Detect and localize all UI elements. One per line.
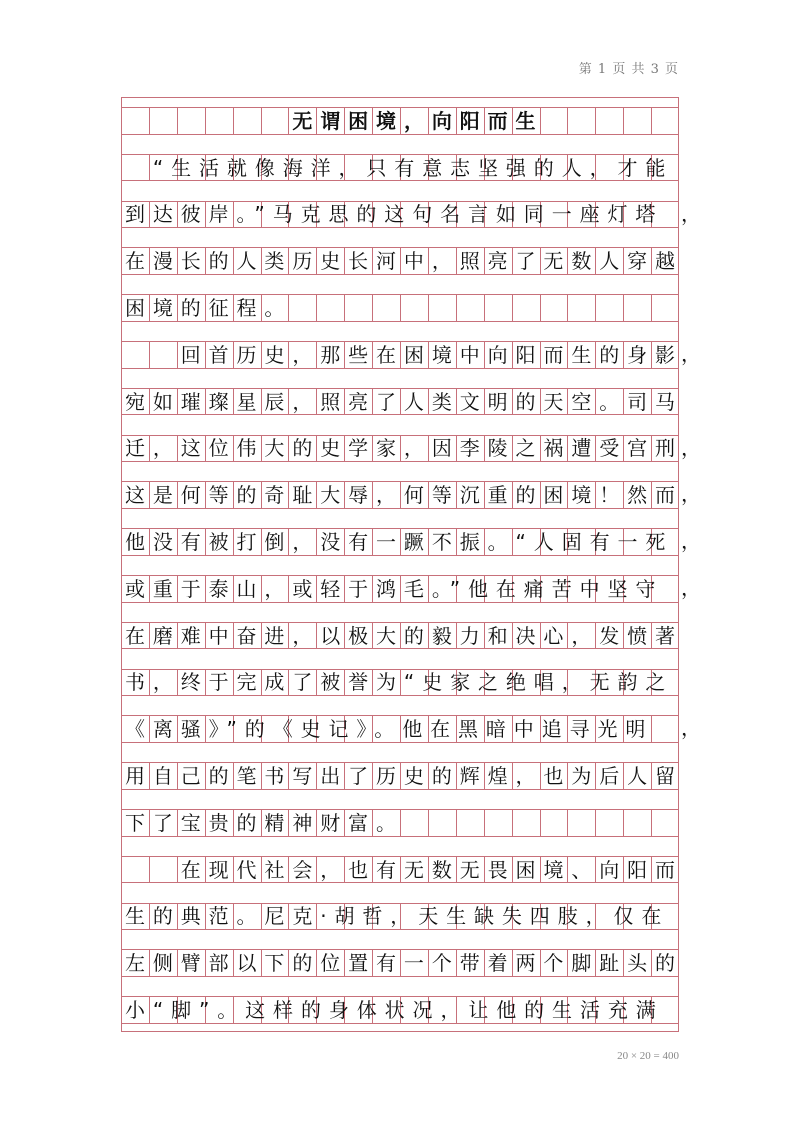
grid-count-label: 20 × 20 = 400 <box>617 1050 679 1062</box>
grid-cell <box>540 810 568 836</box>
essay-line-text: 在现代社会，也有无数无畏困境、向阳而 <box>180 857 683 882</box>
essay-line-text: 或重于泰山，或轻于鸿毛。”他在痛苦中坚守 <box>124 576 664 601</box>
margin-punctuation: ， <box>681 529 701 554</box>
essay-row <box>121 762 683 790</box>
manuscript-grid-sheet <box>121 97 679 1032</box>
grid-cell <box>456 295 484 321</box>
grid-cell <box>651 295 679 321</box>
essay-line-text: 书，终于完成了被誉为“史家之绝唱，无韵之 <box>124 670 674 695</box>
grid-cell <box>428 810 456 836</box>
grid-cell <box>512 810 540 836</box>
grid-cell <box>595 810 623 836</box>
grid-cell <box>456 810 484 836</box>
grid-cell <box>400 810 428 836</box>
grid-cell <box>540 108 568 134</box>
essay-line-text: 下了宝贵的精神财富。 <box>124 810 404 835</box>
margin-punctuation: ， <box>681 482 701 507</box>
essay-line-text: 迁，这位伟大的史学家，因李陵之祸遭受宫刑 <box>124 436 683 461</box>
margin-punctuation: ， <box>681 435 701 460</box>
margin-punctuation: ， <box>681 716 701 741</box>
essay-row <box>121 622 683 650</box>
essay-line-text: 宛如璀璨星辰，照亮了人类文明的天空。司马 <box>124 389 683 414</box>
essay-row <box>121 715 701 743</box>
page-indicator: 第 1 页 共 3 页 <box>578 62 679 77</box>
essay-line-text: 在漫长的人类历史长河中，照亮了无数人穿越 <box>124 249 683 274</box>
essay-line-text: “生活就像海洋，只有意志坚强的人，才能 <box>152 155 674 180</box>
essay-line-text: 小“脚”。这样的身体状况，让他的生活充满 <box>124 997 664 1022</box>
essay-row <box>121 996 679 1024</box>
essay-row <box>121 575 701 603</box>
essay-line-text: 在磨难中奋进，以极大的毅力和决心，发愤著 <box>124 623 683 648</box>
essay-line-text: 这是何等的奇耻大辱，何等沉重的困境！然而 <box>124 483 683 508</box>
essay-line-text: 回首历史，那些在困境中向阳而生的身影 <box>180 342 683 367</box>
essay-title: 无谓困境，向阳而生 <box>292 108 544 133</box>
essay-row <box>121 294 679 322</box>
essay-title-row <box>121 107 679 135</box>
essay-row <box>121 949 683 977</box>
essay-row <box>121 669 679 697</box>
essay-row <box>121 903 679 931</box>
grid-cell <box>623 108 651 134</box>
grid-cell <box>567 295 595 321</box>
essay-row <box>121 201 701 229</box>
grid-cell <box>623 295 651 321</box>
grid-cell <box>512 295 540 321</box>
grid-cell <box>567 810 595 836</box>
essay-line-text: 到达彼岸。”马克思的这句名言如同一座灯塔 <box>124 202 664 227</box>
essay-row <box>121 856 683 884</box>
essay-row <box>121 341 701 369</box>
grid-cell <box>651 108 679 134</box>
grid-cell <box>372 295 400 321</box>
margin-punctuation: ， <box>681 576 701 600</box>
grid-cell <box>540 295 568 321</box>
grid-cell <box>623 810 651 836</box>
essay-row <box>121 388 683 416</box>
essay-line-text: 左侧臂部以下的位置有一个带着两个脚趾头的 <box>124 951 683 976</box>
grid-cell <box>484 810 512 836</box>
essay-row <box>121 528 701 556</box>
essay-row <box>121 481 701 509</box>
essay-line-text: 用自己的笔书写出了历史的辉煌，也为后人留 <box>124 763 683 788</box>
grid-cell <box>316 295 344 321</box>
grid-cell <box>595 108 623 134</box>
grid-cell <box>595 295 623 321</box>
grid-cell <box>344 295 372 321</box>
grid-cell <box>288 295 316 321</box>
essay-row <box>121 809 679 837</box>
margin-punctuation: ， <box>681 342 701 366</box>
essay-line-text: 《离骚》”的《史记》。他在黑暗中追寻光明 <box>124 717 654 742</box>
essay-line-text: 他没有被打倒，没有一蹶不振。“人固有一死 <box>124 529 674 554</box>
grid-cell <box>567 108 595 134</box>
essay-line-text: 生的典范。尼克·胡哲，天生缺失四肢，仅在 <box>124 904 670 929</box>
essay-row <box>121 435 701 463</box>
grid-cell <box>400 295 428 321</box>
grid-cell <box>428 295 456 321</box>
essay-row <box>121 154 679 182</box>
grid-cell <box>484 295 512 321</box>
essay-line-text: 困境的征程。 <box>124 295 293 320</box>
grid-cell <box>651 716 679 742</box>
margin-punctuation: ， <box>681 201 701 226</box>
grid-cell <box>651 810 679 836</box>
essay-row <box>121 247 683 275</box>
